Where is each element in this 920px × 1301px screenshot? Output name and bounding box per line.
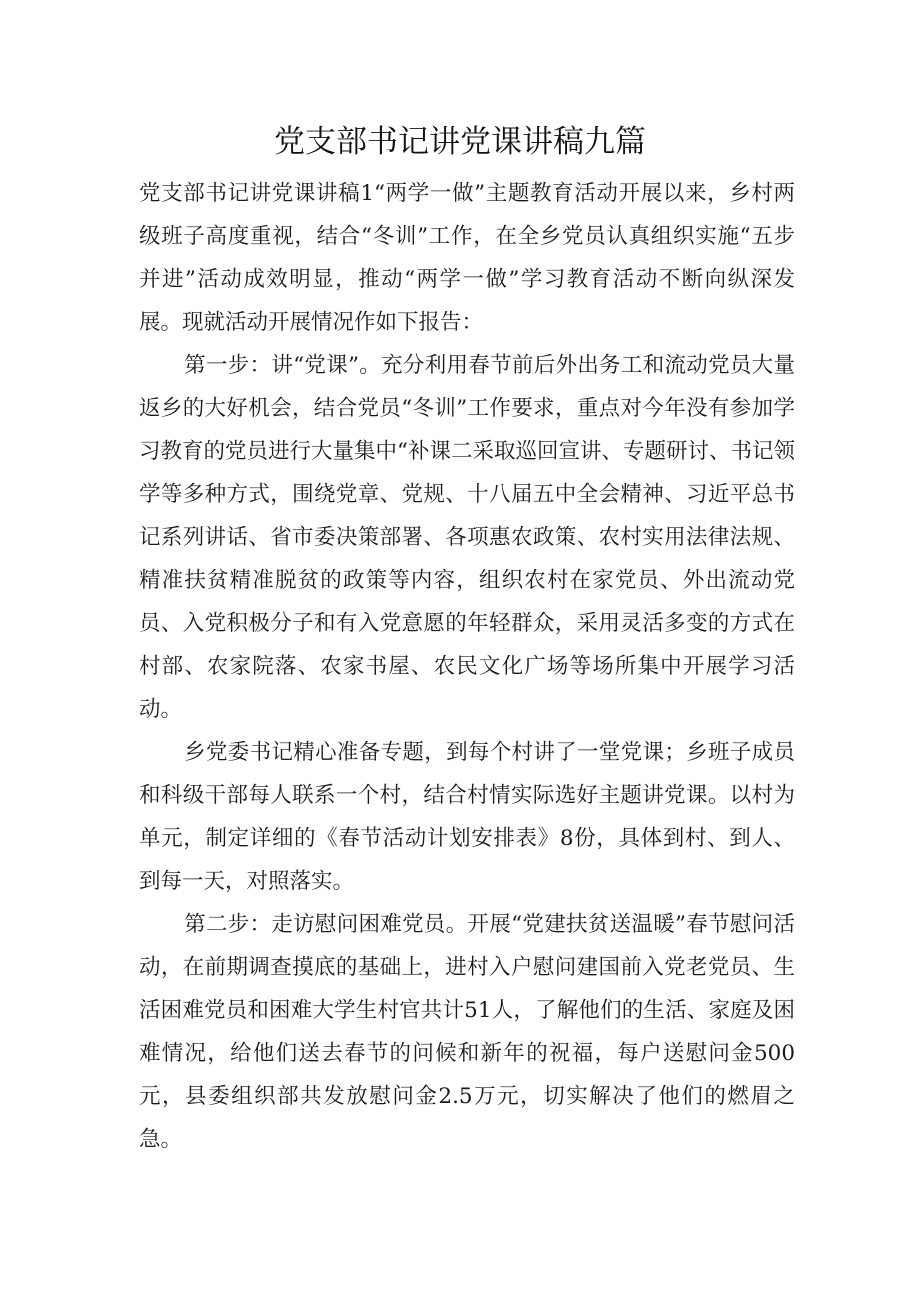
paragraph-step-one: 第一步：讲“党课”。充分利用春节前后外出务工和流动党员大量返乡的大好机会，结合党员“冬训”工作要求，重点对今年没有参加学习教育的党员进行大量集中“补课二采取巡回宣讲、专题研讨、书记领学等多种方式，围绕党章、党规、十八届五中全会精神、习近平总书记系列讲话、省市委决策部署、各项惠农政策、农村实用法律法规、精准扶贫精准脱贫的政策等内容，组织农村在家党员、外出流动党员、入党积极分子和有入党意愿的年轻群众，采用灵活多变的方式在村部、农家院落、农家书屋、农民文化广场等场所集中开展学习活动。 (139, 353, 795, 722)
paragraph-party-secretary: 乡党委书记精心准备专题，到每个村讲了一堂党课；乡班子成员和科级干部每人联系一个村，结合村情实际选好主题讲党课。以村为单元，制定详细的《春节活动计划安排表》8份，具体到村、到人、到每一天，对照落实。 (139, 740, 795, 894)
document-body (139, 172, 795, 1161)
paragraph-step-two: 第二步：走访慰问困难党员。开展“党建扶贫送温暖”春节慰问活动，在前期调查摸底的基础上，进村入户慰问建国前入党老党员、生活困难党员和困难大学生村官共计51人，了解他们的生活、家庭及困难情况，给他们送去春节的问候和新年的祝福，每户送慰问金500元，县委组织部共发放慰问金2.5万元，切实解决了他们的燃眉之急。 (139, 912, 795, 1152)
document-title: 党支部书记讲党课讲稿九篇 (274, 124, 646, 160)
paragraph-intro: 党支部书记讲党课讲稿1“两学一做”主题教育活动开展以来，乡村两级班子高度重视，结合“冬训”工作，在全乡党员认真组织实施“五步并进”活动成效明显，推动“两学一做”学习教育活动不断向纵深发展。现就活动开展情况作如下报告： (139, 181, 795, 335)
